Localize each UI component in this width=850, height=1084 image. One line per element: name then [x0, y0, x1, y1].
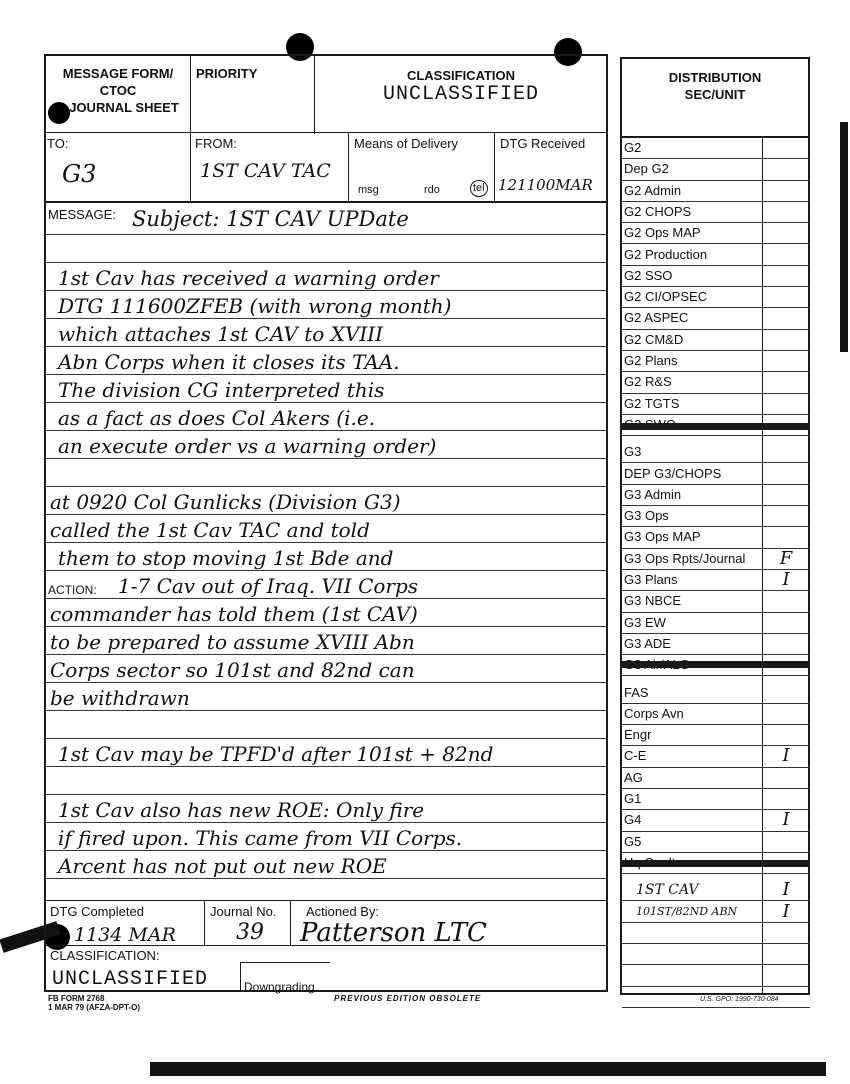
message-line: 1st Cav has received a warning order [58, 266, 439, 290]
distribution-row-label: G2 Production [624, 246, 708, 262]
message-line: 1st Cav also has new ROE: Only fire [58, 798, 425, 822]
classification-value: UNCLASSIFIED [382, 83, 540, 106]
distribution-row-label: DEP G3/CHOPS [624, 465, 722, 481]
distribution-row [622, 394, 810, 415]
to-value: G3 [62, 160, 97, 188]
distribution-row-label: G3 EW [624, 614, 666, 630]
distribution-row [622, 789, 810, 810]
distribution-row [622, 181, 810, 202]
distribution-row-label: 1ST CAV [636, 882, 699, 899]
from-value: 1ST CAV TAC [200, 160, 331, 182]
priority-label: PRIORITY [196, 66, 258, 81]
distribution-row-label: G3 [624, 444, 642, 460]
distribution-row [622, 287, 810, 308]
distribution-row-label: G5 [624, 833, 642, 849]
distribution-row [622, 634, 810, 655]
distribution-row [622, 485, 810, 506]
message-line: as a fact as does Col Akers (i.e. [58, 406, 376, 430]
distribution-row-label: G2 [624, 140, 642, 155]
scan-edge-right [840, 122, 848, 352]
action-label: ACTION: [48, 583, 97, 597]
means-of-delivery-label: Means of Delivery [354, 136, 459, 151]
distribution-row-mark: F [779, 547, 793, 569]
previous-edition-note: PREVIOUS EDITION OBSOLETE [334, 994, 482, 1003]
distribution-row [622, 372, 810, 393]
distribution-row [622, 266, 810, 287]
distribution-row-label: G2 CHOPS [624, 203, 692, 219]
distribution-row-label: FAS [624, 684, 649, 700]
classification-label: CLASSIFICATION [406, 68, 516, 83]
punch-hole-left [286, 33, 314, 61]
distribution-separator [620, 860, 810, 867]
message-line: Arcent has not put out new ROE [58, 854, 387, 878]
gpo-note: U.S. GPO: 1990-730-084 [700, 996, 779, 1003]
distribution-row [622, 245, 810, 266]
journal-number-label: Journal No. [210, 904, 277, 919]
message-line: Abn Corps when it closes its TAA. [58, 350, 400, 374]
distribution-row [622, 965, 810, 986]
message-line: to be prepared to assume XVIII Abn [50, 630, 415, 654]
means-option-msg: msg [358, 184, 379, 196]
distribution-row-label: G3 Ops Rpts/Journal [624, 550, 746, 566]
distribution-row [622, 746, 810, 767]
distribution-row [622, 832, 810, 853]
distribution-row [622, 683, 810, 704]
distribution-row [622, 442, 810, 463]
distribution-row-label: G2 CI/OPSEC [624, 289, 708, 305]
distribution-row-label: G1 [624, 791, 642, 806]
distribution-row-label: G3 Ops [624, 508, 669, 524]
distribution-row [622, 923, 810, 944]
message-line: DTG 111600ZFEB (with wrong month) [58, 294, 452, 318]
message-line: if fired upon. This came from VII Corps. [58, 826, 463, 850]
distribution-row-mark: I [782, 900, 790, 922]
distribution-row-mark: I [782, 809, 790, 831]
means-option-rdo: rdo [424, 184, 440, 196]
to-label: TO: [47, 136, 69, 151]
dtg-completed-value: 1134 MAR [74, 924, 176, 946]
distribution-row [622, 351, 810, 372]
distribution-row [622, 464, 810, 485]
distribution-row [622, 202, 810, 223]
distribution-separator [620, 423, 810, 430]
distribution-row-label: 101ST/82ND ABN [636, 904, 738, 918]
distribution-row [622, 613, 810, 634]
message-line: The division CG interpreted this [58, 378, 385, 402]
dtg-completed-label: DTG Completed [50, 904, 144, 919]
message-line: an execute order vs a warning order) [58, 434, 437, 458]
message-line: commander has told them (1st CAV) [50, 602, 418, 626]
distribution-row-label: Dep G2 [624, 161, 669, 177]
message-line: at 0920 Col Gunlicks (Division G3) [50, 490, 401, 514]
distribution-title: DISTRIBUTION SEC/UNIT [668, 70, 762, 102]
journal-number-value: 39 [236, 920, 264, 945]
distribution-row-label: G2 Plans [624, 353, 678, 368]
distribution-row [622, 223, 810, 244]
distribution-row [622, 159, 810, 180]
form-number: FB FORM 2768 1 MAR 79 (AFZA-DPT-O) [48, 994, 140, 1012]
distribution-row [622, 725, 810, 746]
distribution-row [622, 704, 810, 725]
distribution-row-label: AG [624, 769, 643, 785]
distribution-row [622, 591, 810, 612]
actioned-by-label: Actioned By: [306, 904, 379, 919]
message-line: 1-7 Cav out of Iraq. VII Corps [118, 574, 419, 598]
distribution-row-label: G4 [624, 812, 642, 828]
distribution-row-label: Engr [624, 727, 652, 743]
distribution-row [622, 570, 810, 591]
message-line: 1st Cav may be TPFD'd after 101st + 82nd [58, 742, 494, 766]
distribution-row-label: G2 Ops MAP [624, 225, 701, 241]
dtg-received-label: DTG Received [500, 136, 586, 151]
message-line: Corps sector so 101st and 82nd can [50, 658, 415, 682]
distribution-row [622, 810, 810, 831]
distribution-row-label: C-E [624, 748, 647, 764]
message-subject: Subject: 1ST CAV UPDate [132, 207, 409, 231]
distribution-row-mark: I [782, 745, 790, 767]
message-line: be withdrawn [50, 686, 190, 710]
actioned-by-signature: Patterson LTC [300, 918, 487, 948]
distribution-row [622, 506, 810, 527]
distribution-row [622, 944, 810, 965]
distribution-row [622, 880, 810, 901]
distribution-row [622, 330, 810, 351]
dtg-received-value: 121100MAR [498, 176, 593, 194]
message-label: MESSAGE: [48, 207, 116, 222]
distribution-row-label: G3 Plans [624, 572, 678, 587]
distribution-row [622, 527, 810, 548]
distribution-row-label: G3 NBCE [624, 593, 682, 609]
classification-footer-value: UNCLASSIFIED [52, 968, 209, 991]
message-line: which attaches 1st CAV to XVIII [58, 322, 384, 346]
form-title: MESSAGE FORM/ CTOC JOURNAL SHEET [62, 66, 179, 115]
distribution-row-label: Corps Avn [624, 705, 684, 721]
from-label: FROM: [195, 136, 237, 151]
distribution-row-label: G2 CM&D [624, 331, 684, 347]
distribution-row-label: G3 ADE [624, 635, 671, 651]
message-line: called the 1st Cav TAC and told [50, 518, 370, 542]
distribution-row [622, 768, 810, 789]
distribution-row [622, 308, 810, 329]
distribution-row-label: G2 TGTS [624, 395, 680, 411]
distribution-row-label: G2 SSO [624, 267, 673, 283]
punch-hole-right [554, 38, 582, 66]
distribution-row-label: G2 ASPEC [624, 310, 689, 326]
scan-edge-bottom [150, 1062, 826, 1076]
classification-footer-label: CLASSIFICATION: [50, 948, 160, 963]
distribution-row-label: G3 Admin [624, 486, 682, 502]
distribution-row-label: G2 Admin [624, 182, 682, 198]
distribution-row [622, 549, 810, 570]
distribution-row-mark: I [782, 569, 790, 590]
message-line: them to stop moving 1st Bde and [58, 546, 394, 570]
distribution-row-label: G2 R&S [624, 374, 672, 390]
downgrading-label: Downgrading [244, 980, 315, 994]
distribution-row [622, 138, 810, 159]
distribution-row [622, 902, 810, 923]
distribution-separator [620, 661, 810, 668]
means-option-tel: tel [470, 180, 488, 197]
distribution-row-mark: I [782, 879, 790, 901]
distribution-row-label: G3 Ops MAP [624, 529, 701, 545]
